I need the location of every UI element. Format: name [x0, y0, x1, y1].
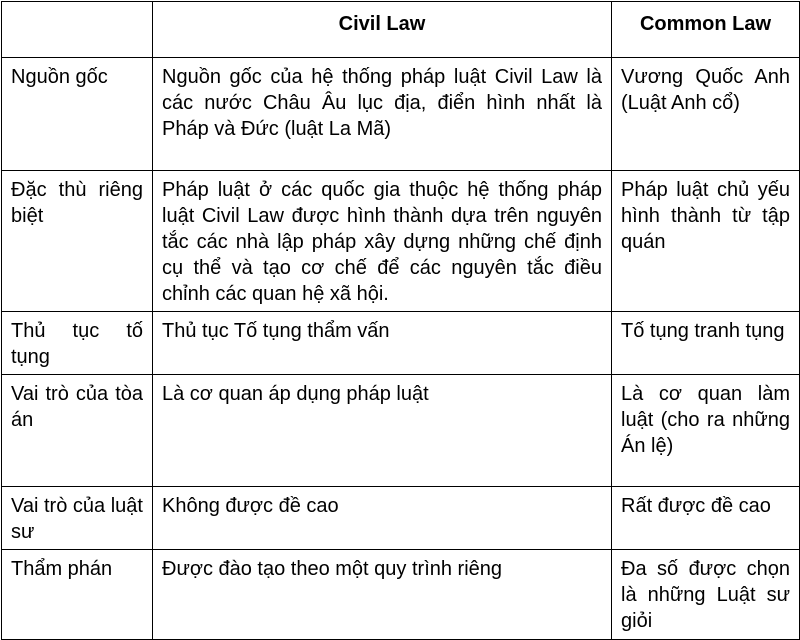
- civil-law-cell: Nguồn gốc của hệ thống pháp luật Civil Law là các nước Châu Âu lục địa, điển hình nhất là Pháp và Đức (luật La Mã): [153, 58, 612, 171]
- table-row: [2, 58, 800, 171]
- criterion-cell: Đặc thù riêng biệt: [2, 171, 153, 312]
- common-law-cell: Vương Quốc Anh (Luật Anh cổ): [612, 58, 800, 171]
- table-row: [2, 550, 800, 640]
- table-row: [2, 312, 800, 375]
- criterion-cell: Nguồn gốc: [2, 58, 153, 171]
- criterion-cell: Thẩm phán: [2, 550, 153, 640]
- header-common-law: Common Law: [612, 2, 800, 58]
- criterion-cell: Vai trò của luật sư: [2, 487, 153, 550]
- common-law-cell: Rất được đề cao: [612, 487, 800, 550]
- civil-law-cell: Pháp luật ở các quốc gia thuộc hệ thống pháp luật Civil Law được hình thành dựa trên nguyên tắc các nhà lập pháp xây dựng những chế định cụ thể và tạo cơ chế để các nguyên tắc điều chỉnh các quan hệ xã hội.: [153, 171, 612, 312]
- criterion-cell: Vai trò của tòa án: [2, 375, 153, 487]
- table-row: [2, 375, 800, 487]
- civil-law-cell: Thủ tục Tố tụng thẩm vấn: [153, 312, 612, 375]
- civil-law-cell: Được đào tạo theo một quy trình riêng: [153, 550, 612, 640]
- header-blank-cell: [2, 2, 153, 58]
- comparison-table: [1, 1, 800, 640]
- criterion-cell: Thủ tục tố tụng: [2, 312, 153, 375]
- header-civil-law: Civil Law: [153, 2, 612, 58]
- common-law-cell: Tố tụng tranh tụng: [612, 312, 800, 375]
- table-row: [2, 171, 800, 312]
- common-law-cell: Là cơ quan làm luật (cho ra những Án lệ): [612, 375, 800, 487]
- common-law-cell: Pháp luật chủ yếu hình thành từ tập quán: [612, 171, 800, 312]
- civil-law-cell: Không được đề cao: [153, 487, 612, 550]
- common-law-cell: Đa số được chọn là những Luật sư giỏi: [612, 550, 800, 640]
- header-row: [2, 2, 800, 58]
- table-row: [2, 487, 800, 550]
- civil-law-cell: Là cơ quan áp dụng pháp luật: [153, 375, 612, 487]
